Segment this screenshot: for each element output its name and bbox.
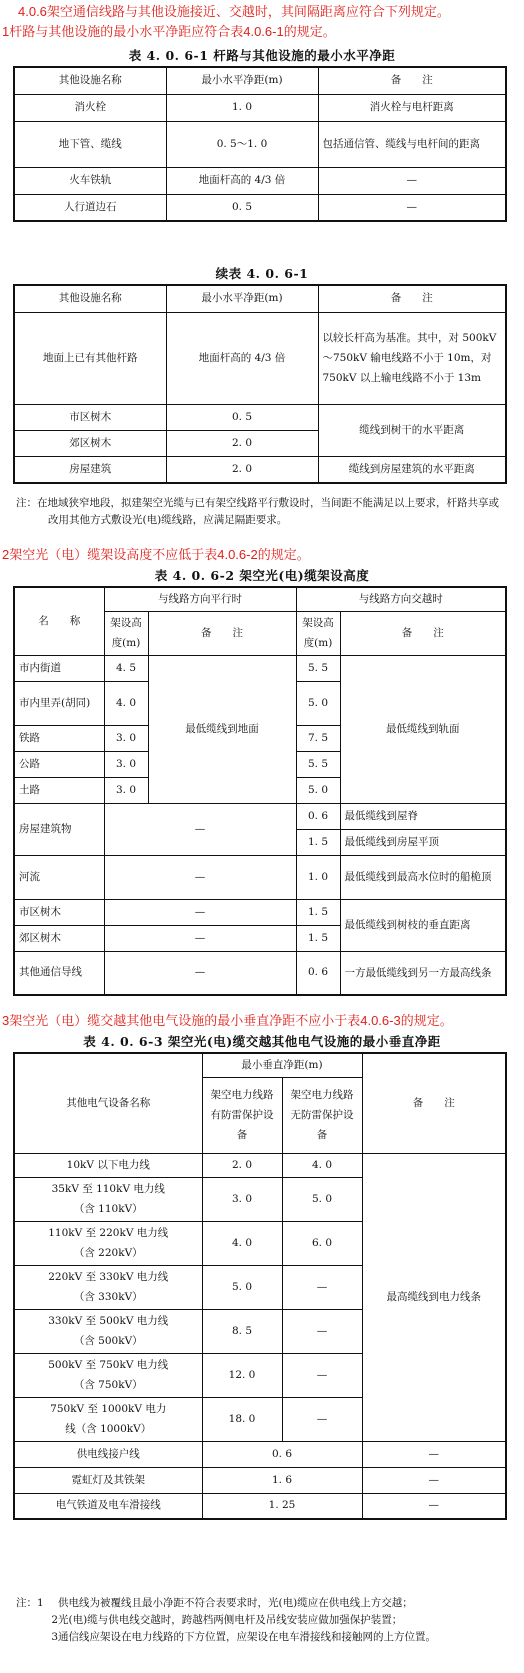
table-header: 最小水平净距(m) [166,67,318,94]
table-header: 名 称 [14,587,104,655]
table-2-caption: 表 4. 0. 6-2 架空光(电)缆架设高度 [154,568,370,583]
table-cell: 6. 0 [282,1221,362,1265]
table-cell: 4. 0 [104,681,148,725]
table-header: 其他电气设备名称 [14,1053,202,1153]
table-1b-caption: 续表 4. 0. 6-1 [215,266,309,281]
table-cell: 铁路 [14,725,104,751]
table-header: 架空电力线路有防雷保护设备 [202,1077,282,1153]
table-cell: 2. 0 [202,1153,282,1177]
table-1-continued [13,284,507,484]
table-cell: 人行道边石 [14,194,166,221]
table-header: 与线路方向交越时 [296,587,506,611]
table-row [14,404,506,430]
table-cell: 1. 5 [296,925,340,951]
table-row [14,899,506,925]
table-cell: 5. 0 [282,1177,362,1221]
table-cell: 消火栓 [14,94,166,121]
table-row [14,94,506,121]
table-cell: — [282,1309,362,1353]
table-cell: 0. 6 [296,803,340,829]
table-cell: 其他通信导线 [14,951,104,995]
table-cell: 最低缆线到树枝的垂直距离 [340,899,506,951]
table-cell: 3. 0 [202,1177,282,1221]
note-item [16,1629,512,1646]
note-item [16,1612,512,1629]
table-cell: — [104,803,296,855]
table-cell: 1. 0 [296,855,340,899]
table-header: 最小水平净距(m) [166,285,318,312]
table-row [14,67,506,94]
table-cell: 地面杆高的 4/3 倍 [166,167,318,194]
table-row [14,1467,506,1493]
table-header: 其他设施名称 [14,285,166,312]
table-cell: 河流 [14,855,104,899]
table-1-note: 注：在地域狭窄地段，拟建架空光缆与已有架空线路平行敷设时，当间距不能满足以上要求，杆路共享或改用其他方式敷设光(电)缆线路，应满足隔距要求。 [16,497,499,526]
table-cell: 5. 0 [202,1265,282,1309]
table-cell: 12. 0 [202,1353,282,1397]
table-cell: — [104,951,296,995]
table-cell: 1. 5 [296,829,340,855]
table-cell: 一方最低缆线到另一方最高线条 [340,951,506,995]
table-header: 架空电力线路无防雷保护设备 [282,1077,362,1153]
note-number: 2 [51,1614,58,1626]
table-cell: — [362,1493,506,1519]
table-row [14,121,506,167]
intro-line-3: 2架空光（电）缆架设高度不应低于表4.0.6-2的规定。 [2,547,310,562]
table-cell: 0. 6 [296,951,340,995]
table-cell: 缆线到房屋建筑的水平距离 [318,456,506,483]
table-cell: 以较长杆高为基准。其中，对 500kV～750kV 输电线路不小于 10m，对 750kV 以上输电线路不小于 13m [318,312,506,404]
table-cell: 220kV 至 330kV 电力线（含 330kV） [14,1265,202,1309]
table-cell: 750kV 至 1000kV 电力线（含 1000kV） [14,1397,202,1441]
table-3-caption: 表 4. 0. 6-3 架空光(电)缆交越其他电气设施的最小垂直净距 [83,1034,441,1049]
table-cell: 市区树木 [14,899,104,925]
intro-line-1: 4.0.6架空通信线路与其他设施接近、交越时，其间隔距离应符合下列规定。 [18,4,450,19]
table-cell: 5. 0 [296,777,340,803]
table-cell: 4. 0 [202,1221,282,1265]
table-cell: 公路 [14,751,104,777]
table-header: 备 注 [362,1053,506,1153]
table-1 [13,66,507,222]
table-row [14,951,506,995]
table-cell: 3. 0 [104,751,148,777]
table-row [14,312,506,404]
table-row [14,803,506,829]
table-1-caption: 表 4. 0. 6-1 杆路与其他设施的最小水平净距 [128,48,396,63]
table-cell: 地面杆高的 4/3 倍 [166,312,318,404]
table-cell: 最高缆线到电力线条 [362,1153,506,1441]
table-cell: 供电线接户线 [14,1441,202,1467]
table-cell: 霓虹灯及其铁架 [14,1467,202,1493]
table-cell: 地下管、缆线 [14,121,166,167]
table-cell: — [318,194,506,221]
table-row [14,1153,506,1177]
table-cell: — [362,1441,506,1467]
intro-line-2: 1杆路与其他设施的最小水平净距应符合表4.0.6-1的规定。 [2,24,336,39]
table-cell: 消火栓与电杆距离 [318,94,506,121]
note-number: 注：1 [16,1597,44,1609]
table-header: 最小垂直净距(m) [202,1053,362,1077]
table-cell: 2. 0 [166,456,318,483]
table-cell: 最低缆线到地面 [148,655,296,803]
table-cell: 5. 5 [296,751,340,777]
table-cell: 5. 0 [296,681,340,725]
table-cell: — [282,1397,362,1441]
table-cell: 500kV 至 750kV 电力线（含 750kV） [14,1353,202,1397]
table-cell: 330kV 至 500kV 电力线（含 500kV） [14,1309,202,1353]
table-cell: 1. 25 [202,1493,362,1519]
table-cell: 3. 0 [104,777,148,803]
table-header: 与线路方向平行时 [104,587,296,611]
table-cell: — [282,1353,362,1397]
table-cell: — [318,167,506,194]
table-cell: 最低缆线到轨面 [340,655,506,803]
table-row [14,1053,506,1077]
table-header: 架设高度(m) [296,611,340,655]
table-cell: 郊区树木 [14,925,104,951]
table-cell: 缆线到树干的水平距离 [318,404,506,456]
table-cell: 1. 6 [202,1467,362,1493]
table-row [14,194,506,221]
table-cell: 8. 5 [202,1309,282,1353]
intro-line-4: 3架空光（电）缆交越其他电气设施的最小垂直净距不应小于表4.0.6-3的规定。 [2,1013,453,1028]
table-cell: 1. 5 [296,899,340,925]
table-cell: 0. 5～1. 0 [166,121,318,167]
table-cell: — [104,855,296,899]
table-cell: — [362,1467,506,1493]
table-cell: 电气铁道及电车滑接线 [14,1493,202,1519]
table-row [14,655,506,681]
table-cell: 1. 0 [166,94,318,121]
table-cell: 土路 [14,777,104,803]
table-row [14,167,506,194]
table-header: 架设高度(m) [104,611,148,655]
table-cell: 0. 5 [166,194,318,221]
table-cell: 110kV 至 220kV 电力线（含 220kV） [14,1221,202,1265]
table-header: 其他设施名称 [14,67,166,94]
table-cell: 7. 5 [296,725,340,751]
table-cell: 最低缆线到最高水位时的船桅顶 [340,855,506,899]
table-header: 备 注 [148,611,296,655]
table-cell: 包括通信管、缆线与电杆间的距离 [318,121,506,167]
table-cell: 地面上已有其他杆路 [14,312,166,404]
table-cell: 2. 0 [166,430,318,456]
table-cell: 0. 6 [202,1441,362,1467]
table-row [14,855,506,899]
table-row [14,456,506,483]
table-cell: — [282,1265,362,1309]
table-cell: 10kV 以下电力线 [14,1153,202,1177]
table-row [14,1441,506,1467]
note-number: 3 [51,1631,58,1643]
note-text: 光(电)缆与供电线交越时，跨越档两侧电杆及吊线安装应做加强保护装置； [58,1614,403,1626]
table-cell: 最低缆线到房屋平顶 [340,829,506,855]
table-cell: 火车铁轨 [14,167,166,194]
table-header: 备 注 [318,67,506,94]
table-cell: 4. 0 [282,1153,362,1177]
table-row [14,285,506,312]
note-text: 通信线应架设在电力线路的下方位置，应架设在电车滑接线和接触网的上方位置。 [58,1631,436,1643]
table-cell: — [104,899,296,925]
table-cell: — [104,925,296,951]
table-cell: 房屋建筑物 [14,803,104,855]
table-header: 备 注 [340,611,506,655]
table-header: 备 注 [318,285,506,312]
note-item [16,1595,512,1612]
table-row [14,587,506,611]
table-row [14,1493,506,1519]
table-cell: 房屋建筑 [14,456,166,483]
table-2 [13,586,507,996]
table-cell: 郊区树木 [14,430,166,456]
table-cell: 5. 5 [296,655,340,681]
table-cell: 4. 5 [104,655,148,681]
table-cell: 市内里弄(胡同) [14,681,104,725]
table-cell: 18. 0 [202,1397,282,1441]
table-cell: 市区树木 [14,404,166,430]
table-cell: 0. 5 [166,404,318,430]
table-cell: 最低缆线到屋脊 [340,803,506,829]
table-cell: 市内街道 [14,655,104,681]
table-3 [13,1052,507,1520]
note-text: 供电线为被覆线且最小净距不符合表要求时，光(电)缆应在供电线上方交越； [58,1597,413,1609]
table-cell: 35kV 至 110kV 电力线（含 110kV） [14,1177,202,1221]
table-cell: 3. 0 [104,725,148,751]
table-3-notes [16,1595,512,1646]
